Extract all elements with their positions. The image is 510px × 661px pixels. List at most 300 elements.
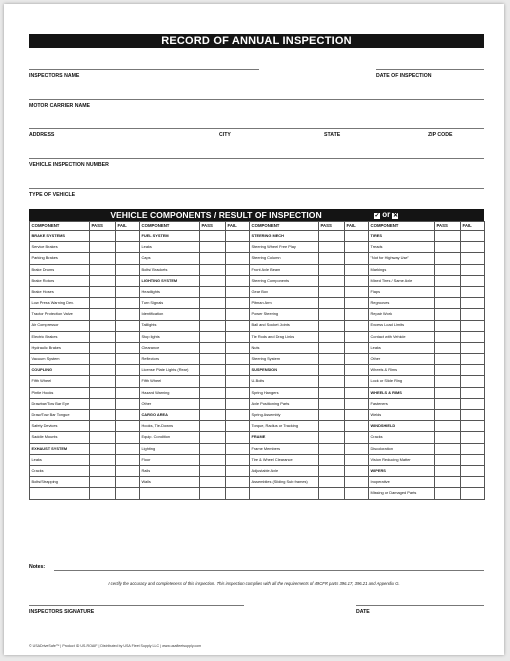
table-row xyxy=(30,365,485,376)
pass-cell[interactable] xyxy=(200,309,226,320)
fail-cell[interactable] xyxy=(461,454,485,465)
pass-cell[interactable] xyxy=(200,454,226,465)
date-of-inspection-line[interactable] xyxy=(376,69,484,70)
pass-cell[interactable] xyxy=(435,354,461,365)
pass-cell[interactable] xyxy=(200,242,226,253)
component-cell: Taillights xyxy=(140,320,200,331)
component-cell: Turn Signals xyxy=(140,298,200,309)
fail-cell[interactable] xyxy=(116,387,140,398)
component-cell: Other xyxy=(369,354,435,365)
pass-cell[interactable] xyxy=(319,309,345,320)
pass-cell[interactable] xyxy=(90,387,116,398)
column-header-component: COMPONENT xyxy=(369,222,435,231)
fail-cell[interactable] xyxy=(345,354,369,365)
fail-cell[interactable] xyxy=(461,286,485,297)
pass-cell[interactable] xyxy=(90,376,116,387)
pass-cell[interactable] xyxy=(319,376,345,387)
address-line[interactable] xyxy=(29,128,484,129)
pass-cell[interactable] xyxy=(200,376,226,387)
fail-cell[interactable] xyxy=(461,477,485,488)
pass-cell[interactable] xyxy=(319,488,345,499)
pass-cell[interactable] xyxy=(90,365,116,376)
pass-cell[interactable] xyxy=(319,242,345,253)
fail-cell[interactable] xyxy=(116,253,140,264)
fail-cell[interactable] xyxy=(461,398,485,409)
pass-cell[interactable] xyxy=(200,387,226,398)
component-cell: Spring Assembly xyxy=(250,410,319,421)
component-cell: Contact with Vehicle xyxy=(369,331,435,342)
component-cell: Mixed Tires / Same Axle xyxy=(369,275,435,286)
pass-cell[interactable] xyxy=(200,421,226,432)
fail-cell[interactable] xyxy=(461,275,485,286)
component-cell: Draw/Tow Bar Tongue xyxy=(30,410,90,421)
fail-cell[interactable] xyxy=(345,365,369,376)
table-row xyxy=(30,320,485,331)
component-cell: Tie Rods and Drag Links xyxy=(250,331,319,342)
table-header-row xyxy=(30,222,485,231)
table-row xyxy=(30,454,485,465)
fail-cell[interactable] xyxy=(461,298,485,309)
pass-cell[interactable] xyxy=(90,488,116,499)
pass-cell[interactable] xyxy=(90,242,116,253)
legend-or: or xyxy=(382,210,391,219)
type-of-vehicle-label: TYPE OF VEHICLE xyxy=(29,192,76,198)
fail-cell[interactable] xyxy=(116,454,140,465)
zip-code-label: ZIP CODE xyxy=(428,132,453,138)
component-cell: Clearance xyxy=(140,342,200,353)
fail-cell[interactable] xyxy=(345,398,369,409)
fail-cell[interactable] xyxy=(461,320,485,331)
column-header-pass: PASS xyxy=(435,222,461,231)
fail-cell[interactable] xyxy=(461,465,485,476)
fail-cell[interactable] xyxy=(226,477,250,488)
component-cell: Spring Hangers xyxy=(250,387,319,398)
fail-cell[interactable] xyxy=(116,320,140,331)
fail-cell[interactable] xyxy=(226,410,250,421)
pass-cell[interactable] xyxy=(319,331,345,342)
fail-cell[interactable] xyxy=(461,387,485,398)
footer-text: © USADriveSafe™ | Product ID US-ROAIF | Distributed by USA Fleet Supply LLC | www.usafleetsupply.com xyxy=(29,644,202,648)
pass-cell[interactable] xyxy=(319,421,345,432)
pass-cell[interactable] xyxy=(319,398,345,409)
fail-cell[interactable] xyxy=(345,387,369,398)
component-cell: Excess Load Limits xyxy=(369,320,435,331)
fail-cell[interactable] xyxy=(226,331,250,342)
component-cell: Brake Drums xyxy=(30,264,90,275)
pass-cell[interactable] xyxy=(90,286,116,297)
table-row xyxy=(30,387,485,398)
pass-cell[interactable] xyxy=(200,275,226,286)
column-header-component: COMPONENT xyxy=(30,222,90,231)
fail-cell[interactable] xyxy=(116,309,140,320)
fail-cell[interactable] xyxy=(345,264,369,275)
pass-cell[interactable] xyxy=(90,465,116,476)
inspection-form-page xyxy=(4,4,504,655)
component-cell xyxy=(30,488,90,499)
fail-cell[interactable] xyxy=(116,443,140,454)
pass-cell[interactable] xyxy=(435,309,461,320)
fail-cell[interactable] xyxy=(461,231,485,242)
pass-cell[interactable] xyxy=(90,320,116,331)
fail-cell[interactable] xyxy=(345,320,369,331)
pass-cell[interactable] xyxy=(200,354,226,365)
component-cell: Steering Wheel Free Play xyxy=(250,242,319,253)
component-cell: Caps xyxy=(140,253,200,264)
pass-cell[interactable] xyxy=(90,231,116,242)
column-header-pass: PASS xyxy=(319,222,345,231)
component-cell: Leaks xyxy=(30,454,90,465)
fail-cell[interactable] xyxy=(226,242,250,253)
pass-cell[interactable] xyxy=(319,275,345,286)
pass-cell[interactable] xyxy=(90,443,116,454)
pass-cell[interactable] xyxy=(90,275,116,286)
section-heading-cell: WHEELS & RIMS xyxy=(369,387,435,398)
pass-cell[interactable] xyxy=(319,320,345,331)
component-cell: "Not for Highway Use" xyxy=(369,253,435,264)
fail-cell[interactable] xyxy=(345,465,369,476)
pass-cell[interactable] xyxy=(435,231,461,242)
pass-cell[interactable] xyxy=(90,477,116,488)
fail-cell[interactable] xyxy=(345,432,369,443)
pass-cell[interactable] xyxy=(319,454,345,465)
pass-cell[interactable] xyxy=(435,443,461,454)
pass-cell[interactable] xyxy=(319,432,345,443)
fail-cell[interactable] xyxy=(461,421,485,432)
fail-cell[interactable] xyxy=(226,231,250,242)
pass-cell[interactable] xyxy=(435,376,461,387)
fail-cell[interactable] xyxy=(116,410,140,421)
state-label: STATE xyxy=(324,132,341,138)
fail-cell[interactable] xyxy=(226,387,250,398)
fail-cell[interactable] xyxy=(345,298,369,309)
fail-cell[interactable] xyxy=(461,242,485,253)
pass-cell[interactable] xyxy=(435,421,461,432)
date-label: DATE xyxy=(356,609,370,615)
component-cell: Floor xyxy=(140,454,200,465)
pass-cell[interactable] xyxy=(319,286,345,297)
fail-cell[interactable] xyxy=(345,443,369,454)
component-cell: Other xyxy=(140,398,200,409)
inspection-grid xyxy=(29,209,484,500)
inspectors-signature-line[interactable] xyxy=(29,605,244,606)
motor-carrier-name-label: MOTOR CARRIER NAME xyxy=(29,103,91,109)
address-label: ADDRESS xyxy=(29,132,55,138)
pass-cell[interactable] xyxy=(435,432,461,443)
pass-cell[interactable] xyxy=(435,488,461,499)
fail-cell[interactable] xyxy=(116,421,140,432)
fail-cell[interactable] xyxy=(461,365,485,376)
fail-cell[interactable] xyxy=(461,432,485,443)
fail-cell[interactable] xyxy=(345,275,369,286)
inspectors-signature-label: INSPECTORS SIGNATURE xyxy=(29,609,95,615)
date-of-inspection-label: DATE OF INSPECTION xyxy=(376,73,432,79)
component-cell: Nuts xyxy=(250,342,319,353)
pass-cell[interactable] xyxy=(319,465,345,476)
component-cell: Steering Components xyxy=(250,275,319,286)
inspection-table-body xyxy=(30,231,485,500)
component-cell: Headlights xyxy=(140,286,200,297)
pass-cell[interactable] xyxy=(435,410,461,421)
pass-cell[interactable] xyxy=(435,454,461,465)
component-cell: Tire & Wheel Clearance xyxy=(250,454,319,465)
fail-cell[interactable] xyxy=(461,376,485,387)
table-row xyxy=(30,465,485,476)
fail-cell[interactable] xyxy=(345,376,369,387)
pass-cell[interactable] xyxy=(200,398,226,409)
pass-cell[interactable] xyxy=(319,443,345,454)
pass-cell[interactable] xyxy=(90,421,116,432)
fail-cell[interactable] xyxy=(345,286,369,297)
pass-cell[interactable] xyxy=(90,342,116,353)
fail-cell[interactable] xyxy=(226,365,250,376)
fail-cell[interactable] xyxy=(116,331,140,342)
fail-cell[interactable] xyxy=(461,331,485,342)
pass-cell[interactable] xyxy=(435,365,461,376)
fail-cell[interactable] xyxy=(345,421,369,432)
component-cell: Drawbar/Tow Bar Eye xyxy=(30,398,90,409)
pass-cell[interactable] xyxy=(435,264,461,275)
pass-cell[interactable] xyxy=(90,410,116,421)
pass-cell[interactable] xyxy=(90,454,116,465)
component-cell: Front Axle Beam xyxy=(250,264,319,275)
table-row xyxy=(30,242,485,253)
table-row xyxy=(30,354,485,365)
component-cell: Fifth Wheel xyxy=(140,376,200,387)
inspection-table xyxy=(29,221,485,500)
fail-cell[interactable] xyxy=(461,410,485,421)
fail-cell[interactable] xyxy=(116,477,140,488)
component-cell: Gear Box xyxy=(250,286,319,297)
pass-cell[interactable] xyxy=(319,231,345,242)
component-cell: Treads xyxy=(369,242,435,253)
pass-cell[interactable] xyxy=(200,432,226,443)
pass-cell[interactable] xyxy=(200,331,226,342)
pass-cell[interactable] xyxy=(200,488,226,499)
date-line[interactable] xyxy=(356,605,484,606)
fail-cell[interactable] xyxy=(461,354,485,365)
component-cell: Fasteners xyxy=(369,398,435,409)
table-row xyxy=(30,443,485,454)
fail-cell[interactable] xyxy=(345,454,369,465)
fail-cell[interactable] xyxy=(116,465,140,476)
fail-cell[interactable] xyxy=(226,432,250,443)
fail-cell[interactable] xyxy=(226,298,250,309)
inspectors-name-line[interactable] xyxy=(29,69,259,70)
fail-cell[interactable] xyxy=(116,376,140,387)
component-cell: Discoloration xyxy=(369,443,435,454)
fail-cell[interactable] xyxy=(226,264,250,275)
fail-cell[interactable] xyxy=(345,342,369,353)
fail-cell[interactable] xyxy=(226,309,250,320)
pass-cell[interactable] xyxy=(200,231,226,242)
pass-cell[interactable] xyxy=(435,253,461,264)
fail-cell[interactable] xyxy=(116,342,140,353)
component-cell: Low Press Warning Dev. xyxy=(30,298,90,309)
fail-cell[interactable] xyxy=(345,231,369,242)
pass-cell[interactable] xyxy=(435,320,461,331)
fail-cell[interactable] xyxy=(116,365,140,376)
table-row xyxy=(30,376,485,387)
component-cell: Steering System xyxy=(250,354,319,365)
inspectors-name-label: INSPECTORS NAME xyxy=(29,73,80,79)
component-cell: Rails xyxy=(140,465,200,476)
pass-cell[interactable] xyxy=(200,465,226,476)
fail-cell[interactable] xyxy=(116,242,140,253)
fail-cell[interactable] xyxy=(226,398,250,409)
fail-cell[interactable] xyxy=(226,421,250,432)
pass-cell[interactable] xyxy=(319,342,345,353)
section-heading-cell: FRAME xyxy=(250,432,319,443)
pass-cell[interactable] xyxy=(200,410,226,421)
pass-cell[interactable] xyxy=(200,342,226,353)
pass-cell[interactable] xyxy=(90,264,116,275)
table-row xyxy=(30,231,485,242)
pass-cell[interactable] xyxy=(319,354,345,365)
section-heading-cell: WINDSHIELD xyxy=(369,421,435,432)
fail-cell[interactable] xyxy=(226,275,250,286)
fail-cell[interactable] xyxy=(116,432,140,443)
fail-cell[interactable] xyxy=(226,465,250,476)
pass-cell[interactable] xyxy=(200,264,226,275)
pass-cell[interactable] xyxy=(200,365,226,376)
fail-cell[interactable] xyxy=(226,376,250,387)
component-cell: Safety Devices xyxy=(30,421,90,432)
component-cell: Stop lights xyxy=(140,331,200,342)
fail-cell[interactable] xyxy=(345,253,369,264)
pass-cell[interactable] xyxy=(90,309,116,320)
fail-cell[interactable] xyxy=(461,342,485,353)
certification-statement: I certify the accuracy and completeness of this inspection. This inspection complies with all the requirements of 49CFR parts 396.17, 396.21 and Appendix G. xyxy=(108,581,400,586)
city-label: CITY xyxy=(219,132,231,138)
pass-cell[interactable] xyxy=(200,253,226,264)
pass-cell[interactable] xyxy=(90,398,116,409)
table-row xyxy=(30,253,485,264)
fail-cell[interactable] xyxy=(116,286,140,297)
component-cell: Cracks xyxy=(30,465,90,476)
check-icon: ✓ xyxy=(374,213,380,219)
pass-cell[interactable] xyxy=(90,354,116,365)
vehicle-inspection-number-label: VEHICLE INSPECTION NUMBER xyxy=(29,162,109,168)
pass-cell[interactable] xyxy=(319,365,345,376)
fail-cell[interactable] xyxy=(116,231,140,242)
column-header-fail: FAIL xyxy=(116,222,140,231)
pass-cell[interactable] xyxy=(90,298,116,309)
pass-cell[interactable] xyxy=(200,298,226,309)
fail-cell[interactable] xyxy=(116,275,140,286)
fail-cell[interactable] xyxy=(461,253,485,264)
table-row xyxy=(30,410,485,421)
fail-cell[interactable] xyxy=(116,398,140,409)
fail-cell[interactable] xyxy=(345,242,369,253)
pass-cell[interactable] xyxy=(90,253,116,264)
table-row xyxy=(30,488,485,499)
fail-cell[interactable] xyxy=(226,342,250,353)
fail-cell[interactable] xyxy=(461,309,485,320)
component-cell: Reflectors xyxy=(140,354,200,365)
pass-cell[interactable] xyxy=(90,432,116,443)
component-cell: Brake Hoses xyxy=(30,286,90,297)
component-cell: Ball and Socket Joints xyxy=(250,320,319,331)
section-heading-cell: COUPLING xyxy=(30,365,90,376)
component-cell: Electric Brakes xyxy=(30,331,90,342)
pass-cell[interactable] xyxy=(319,298,345,309)
fail-cell[interactable] xyxy=(226,488,250,499)
vehicle-inspection-number-line[interactable] xyxy=(29,158,484,159)
component-cell: Torque, Radius or Tracking xyxy=(250,421,319,432)
table-row xyxy=(30,331,485,342)
pass-cell[interactable] xyxy=(200,443,226,454)
notes-label: Notes: xyxy=(29,564,46,570)
fail-cell[interactable] xyxy=(116,264,140,275)
fail-cell[interactable] xyxy=(345,488,369,499)
pass-cell[interactable] xyxy=(200,477,226,488)
fail-cell[interactable] xyxy=(226,286,250,297)
component-cell: Tractor Protection Valve xyxy=(30,309,90,320)
component-cell: Pitman Arm xyxy=(250,298,319,309)
pass-cell[interactable] xyxy=(319,477,345,488)
fail-cell[interactable] xyxy=(116,488,140,499)
fail-cell[interactable] xyxy=(226,354,250,365)
column-header-pass: PASS xyxy=(200,222,226,231)
component-cell: Steering Column xyxy=(250,253,319,264)
fail-cell[interactable] xyxy=(461,264,485,275)
fail-cell[interactable] xyxy=(461,443,485,454)
component-cell: Power Steering xyxy=(250,309,319,320)
component-cell: Regrooves xyxy=(369,298,435,309)
fail-cell[interactable] xyxy=(345,477,369,488)
pass-cell[interactable] xyxy=(435,387,461,398)
fail-cell[interactable] xyxy=(226,320,250,331)
pass-cell[interactable] xyxy=(200,320,226,331)
pass-cell[interactable] xyxy=(435,298,461,309)
fail-cell[interactable] xyxy=(345,410,369,421)
pass-cell[interactable] xyxy=(90,331,116,342)
pass-cell[interactable] xyxy=(319,410,345,421)
pass-cell[interactable] xyxy=(435,398,461,409)
pass-cell[interactable] xyxy=(435,477,461,488)
fail-cell[interactable] xyxy=(116,354,140,365)
fail-cell[interactable] xyxy=(461,488,485,499)
pass-cell[interactable] xyxy=(319,264,345,275)
pass-cell[interactable] xyxy=(435,286,461,297)
motor-carrier-name-line[interactable] xyxy=(29,99,484,100)
pass-cell[interactable] xyxy=(435,275,461,286)
section-heading-cell: WIPERS xyxy=(369,465,435,476)
component-cell: Missing or Damaged Parts xyxy=(369,488,435,499)
type-of-vehicle-line[interactable] xyxy=(29,188,484,189)
table-row xyxy=(30,286,485,297)
notes-line[interactable] xyxy=(54,570,484,571)
pass-cell[interactable] xyxy=(200,286,226,297)
pass-cell[interactable] xyxy=(435,342,461,353)
fail-cell[interactable] xyxy=(345,331,369,342)
pass-cell[interactable] xyxy=(319,387,345,398)
pass-cell[interactable] xyxy=(319,253,345,264)
component-cell xyxy=(140,488,200,499)
component-cell: Assemblies (Sliding Sub frames) xyxy=(250,477,319,488)
fail-cell[interactable] xyxy=(226,454,250,465)
pass-cell[interactable] xyxy=(435,465,461,476)
pass-cell[interactable] xyxy=(435,331,461,342)
pass-cell[interactable] xyxy=(435,242,461,253)
component-cell: U-Bolts xyxy=(250,376,319,387)
section-heading-cell: EXHAUST SYSTEM xyxy=(30,443,90,454)
section-heading-cell: BRAKE SYSTEMS xyxy=(30,231,90,242)
fail-cell[interactable] xyxy=(345,309,369,320)
fail-cell[interactable] xyxy=(226,253,250,264)
fail-cell[interactable] xyxy=(226,443,250,454)
fail-cell[interactable] xyxy=(116,298,140,309)
